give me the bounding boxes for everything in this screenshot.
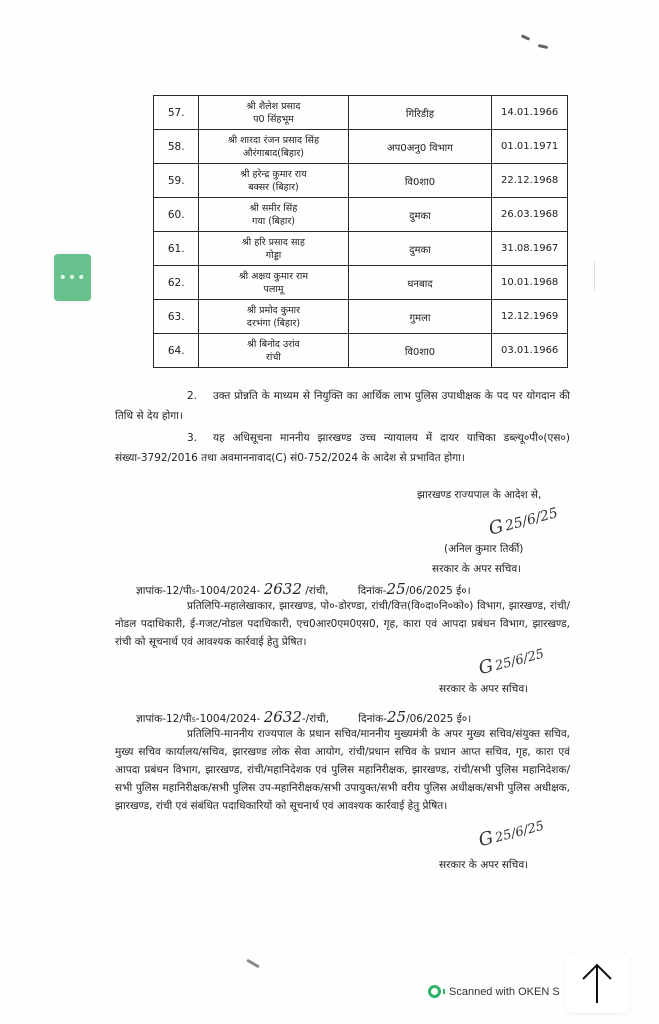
memo-date-label: दिनांक- (357, 585, 387, 597)
copy-distribution-1 (115, 597, 570, 651)
officer-name-cell (199, 334, 348, 368)
scroll-to-top-button[interactable] (565, 953, 629, 1013)
officer-name-cell (199, 232, 348, 266)
signature-initial: G (476, 655, 496, 680)
table-row (154, 266, 568, 300)
memo-day-handwritten: 25 (386, 580, 406, 598)
memo-city: -/रांची, (301, 713, 329, 725)
officer-name: श्री समीर सिंह (249, 202, 298, 214)
paragraph-2 (115, 386, 570, 426)
date-of-birth-cell: 14.01.1966 (492, 96, 568, 130)
serial-number-cell: 59. (154, 164, 199, 198)
copy-text: प्रतिलिपि-माननीय राज्यपाल के प्रधान सचिव/माननीय मुख्यमंत्री के अपर मुख्य सचिव/संयुक्त सचिव, मुख्य सचिव कार्यालय/सचिव, झारखण्ड लोक सेवा आयोग, रांची/प्रधान सचिव के प्रधान आप्त सचिव, गृह, कारा एवं आपदा प्रबंधन विभाग, झारखण्ड, रांची/महानिदेशक एवं पुलिस महानिरीक्षक, झारखण्ड, रांची/सभी पुलिस महानिदेशक/सभी पुलिस महानिरीक्षक/सभी पुलिस उप-महानिरीक्षक/सभी उपायुक्त/सभी वरीय पुलिस अधीक्षक/सभी पुलिस अधीक्षक, झारखण्ड, रांची एवं संबंधित पदाधिकारियों को सूचनार्थ एवं आवश्यक कार्रवाई हेतु प्रेषित। (115, 728, 570, 812)
scan-artifact (594, 262, 595, 290)
table-row (154, 334, 568, 368)
officer-roster-table (153, 95, 568, 368)
signer-title: सरकार के अपर सचिव। (439, 859, 529, 871)
date-of-birth-cell: 31.08.1967 (492, 232, 568, 266)
posting-cell: वि0शा0 (348, 334, 492, 368)
paragraph-text: यह अधिसूचना माननीय झारखण्ड उच्च न्यायालय में दायर याचिका डब्ल्यू०पी०(एस०) संख्या-3792/2016 तथा अवमाननावाद(C) सं0-752/2024 के आदेश से प्रभावित होगा। (115, 432, 570, 464)
officer-name-cell (199, 266, 348, 300)
memo-prefix: ज्ञापांक-12/पी₅-1004/2024- (136, 713, 261, 725)
posting-cell: गिरिडीह (348, 96, 492, 130)
date-of-birth-cell: 03.01.1966 (492, 334, 568, 368)
officer-name: श्री शारदा रंजन प्रसाद सिंह (227, 134, 319, 146)
paragraph-number: 2. (187, 390, 198, 402)
signature (486, 501, 559, 539)
signature-date: 25/6/25 (493, 818, 546, 847)
date-of-birth-cell: 10.01.1968 (492, 266, 568, 300)
signer-title: सरकार के अपर सचिव। (439, 683, 529, 695)
serial-number-cell: 64. (154, 334, 199, 368)
table-row (154, 130, 568, 164)
officer-name-cell (199, 130, 348, 164)
table-row (154, 300, 568, 334)
date-of-birth-cell: 12.12.1969 (492, 300, 568, 334)
memo-day-handwritten: 25 (387, 708, 407, 726)
posting-cell: वि0शा0 (348, 164, 492, 198)
scan-mark (521, 34, 530, 41)
officer-name: श्री हरेन्द्र कुमार राय (240, 168, 307, 180)
arrow-up-icon (580, 961, 614, 1005)
memo-city: /रांची, (305, 585, 329, 597)
officer-name-cell (199, 300, 348, 334)
table-row (154, 164, 568, 198)
memo-prefix: ज्ञापांक-12/पी₅-1004/2024- (136, 585, 261, 597)
table-row (154, 232, 568, 266)
signature (476, 814, 546, 852)
more-options-button[interactable] (54, 254, 91, 301)
paragraph-text: उक्त प्रोन्नति के माध्यम से नियुक्ति का आर्थिक लाभ पुलिस उपाधीक्षक के पद पर योगदान की तिथि से देय होगा। (115, 390, 570, 422)
officer-name: श्री बिनोद उरांव (247, 338, 300, 350)
date-of-birth-cell: 01.01.1971 (492, 130, 568, 164)
posting-cell: अप0अनु0 विभाग (348, 130, 492, 164)
memo-number-handwritten: 2632 (263, 708, 302, 726)
memo-date-rest: /06/2025 ई०। (406, 713, 472, 725)
signer-title: सरकार के अपर सचिव। (432, 563, 522, 575)
memo-date-rest: /06/2025 ई०। (405, 585, 471, 597)
home-district: औरंगाबाद(बिहार) (242, 147, 304, 159)
serial-number-cell: 60. (154, 198, 199, 232)
governor-order-line: झारखण्ड राज्यपाल के आदेश से, (417, 489, 542, 501)
date-of-birth-cell: 22.12.1968 (492, 164, 568, 198)
serial-number-cell: 62. (154, 266, 199, 300)
paragraph-3 (115, 428, 570, 468)
officer-name: श्री प्रमोद कुमार (246, 304, 301, 316)
copy-text: प्रतिलिपि-महालेखाकार, झारखण्ड, पो०-डोरण्डा, रांची/वित्त(वि०दा०नि०को०) विभाग, झारखण्ड, रांची/नोडल पदाधिकारी, ई-गजट/नोडल पदाधिकारी, एच0आर0एम0एस0, गृह, कारा एवं आपदा प्रबंधन विभाग, झारखण्ड, रांची को सूचनार्थ एवं आवश्यक कार्रवाई हेतु प्रेषित। (115, 600, 570, 648)
officer-name: श्री अक्षय कुमार राम (238, 270, 309, 282)
oken-logo-icon (428, 985, 441, 998)
signer-name: (अनिल कुमार तिर्की) (444, 543, 524, 555)
home-district: पलामू (263, 283, 284, 295)
officer-name-cell (199, 198, 348, 232)
posting-cell: दुमका (348, 198, 492, 232)
serial-number-cell: 61. (154, 232, 199, 266)
serial-number-cell: 63. (154, 300, 199, 334)
table-row (154, 198, 568, 232)
scan-mark (246, 959, 260, 969)
scanner-label: Scanned with OKEN S (449, 985, 560, 998)
copy-distribution-2 (115, 725, 570, 815)
paragraph-number: 3. (187, 432, 198, 444)
officer-name-cell (199, 164, 348, 198)
scanner-watermark (428, 985, 560, 998)
home-district: गया (बिहार) (251, 215, 295, 227)
memo-reference-1 (136, 580, 471, 598)
home-district: बक्सर (बिहार) (248, 181, 299, 193)
posting-cell: दुमका (348, 232, 492, 266)
officer-name-cell (199, 96, 348, 130)
signature-date: 25/6/25 (493, 646, 546, 675)
serial-number-cell: 57. (154, 96, 199, 130)
officer-name: श्री शैलेश प्रसाद (246, 100, 301, 112)
date-of-birth-cell: 26.03.1968 (492, 198, 568, 232)
home-district: रांची (266, 351, 281, 363)
posting-cell: धनबाद (348, 266, 492, 300)
signature-initial: G (476, 827, 496, 852)
scan-mark (538, 44, 548, 49)
home-district: प0 सिंहभूम (253, 113, 294, 125)
memo-reference-2 (136, 708, 471, 726)
memo-date-label: दिनांक- (358, 713, 387, 725)
signature-initial: G (486, 515, 506, 540)
memo-number-handwritten: 2632 (263, 580, 302, 598)
posting-cell: गुमला (348, 300, 492, 334)
table-row (154, 96, 568, 130)
more-dots-icon: ••• (58, 269, 87, 286)
serial-number-cell: 58. (154, 130, 199, 164)
officer-name: श्री हरि प्रसाद साह (242, 236, 305, 248)
home-district: दरभंगा (बिहार) (246, 317, 301, 329)
home-district: गोड्डा (265, 249, 282, 261)
signature-date: 25/6/25 (503, 505, 560, 535)
